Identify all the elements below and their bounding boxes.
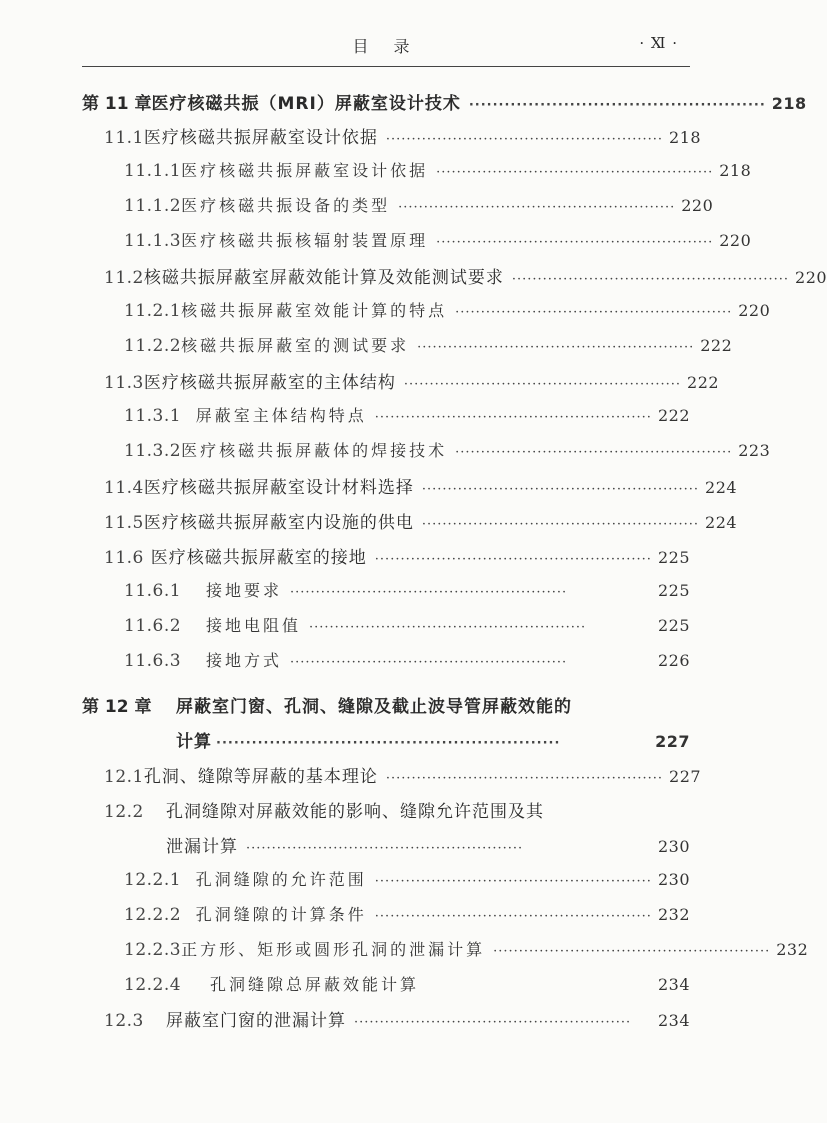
entry-number: 12.2.2 bbox=[124, 905, 182, 925]
entry-title: 计算 bbox=[176, 732, 212, 752]
toc-entry-11-3-1[interactable] bbox=[124, 403, 690, 427]
entry-number: 第 11 章 bbox=[82, 94, 152, 114]
entry-number: 11.2 bbox=[104, 268, 144, 288]
toc-entry-12-2-4[interactable] bbox=[124, 972, 690, 996]
entry-number: 第 12 章 bbox=[82, 697, 152, 717]
toc-entry-chapter-11[interactable] bbox=[82, 89, 807, 114]
entry-title: 接地要求 bbox=[206, 581, 283, 600]
entry-page: 225 bbox=[657, 548, 690, 567]
entry-number: 11.3.2 bbox=[124, 441, 182, 461]
entry-number: 11.5 bbox=[104, 513, 144, 533]
dot-leader: ······················································ bbox=[421, 517, 700, 532]
dot-leader: ······················································ bbox=[455, 305, 733, 320]
dot-leader: ······················································ bbox=[374, 909, 652, 924]
toc-entry-11-2-1[interactable] bbox=[124, 298, 771, 322]
entry-page: 222 bbox=[687, 373, 720, 392]
dot-leader: ······················································ bbox=[374, 410, 652, 425]
entry-page: 227 bbox=[669, 767, 702, 786]
toc-heading: 目 录 bbox=[352, 37, 420, 56]
dot-leader: ······················································ bbox=[493, 944, 771, 959]
toc-entry-chapter-12-cont[interactable] bbox=[176, 727, 690, 751]
dot-leader: ·················································· bbox=[468, 98, 766, 113]
entry-page: 223 bbox=[738, 441, 771, 460]
entry-number: 11.1 bbox=[104, 128, 144, 148]
toc-entry-12-2-1[interactable] bbox=[124, 867, 690, 891]
entry-title: 孔洞缝隙对屏蔽效能的影响、缝隙允许范围及其 bbox=[166, 802, 544, 822]
entry-title: 屏蔽室门窗、孔洞、缝隙及截止波导管屏蔽效能的 bbox=[176, 697, 572, 717]
entry-title: 核磁共振屏蔽室的测试要求 bbox=[181, 336, 410, 355]
entry-page: 224 bbox=[705, 478, 738, 497]
entry-number: 11.2.2 bbox=[124, 336, 182, 356]
dot-leader: ······················································ bbox=[398, 200, 676, 215]
entry-title: 接地电阻值 bbox=[206, 616, 302, 635]
toc-entry-11-6-2[interactable] bbox=[124, 613, 690, 637]
toc-entry-chapter-12[interactable] bbox=[82, 692, 572, 717]
entry-title: 屏蔽室门窗的泄漏计算 bbox=[166, 1011, 346, 1031]
entry-title: 医疗核磁共振屏蔽室内设施的供电 bbox=[143, 513, 414, 533]
toc-entry-11-1-1[interactable] bbox=[124, 158, 752, 182]
toc-entry-11-3-2[interactable] bbox=[124, 438, 771, 462]
entry-number: 12.2.1 bbox=[124, 870, 182, 890]
entry-number: 11.6.2 bbox=[124, 616, 182, 636]
toc-entry-11-1-2[interactable] bbox=[124, 193, 714, 217]
toc-entry-12-3[interactable] bbox=[104, 1006, 690, 1030]
entry-number: 11.1.3 bbox=[124, 231, 182, 251]
entry-page: 226 bbox=[657, 651, 690, 670]
toc-entry-12-2-cont[interactable] bbox=[166, 832, 690, 856]
entry-page: 234 bbox=[657, 975, 690, 994]
page-header bbox=[82, 30, 690, 64]
entry-title: 孔洞缝隙的允许范围 bbox=[195, 870, 367, 889]
entry-number: 11.6.1 bbox=[124, 581, 182, 601]
dot-leader: ······················································ bbox=[417, 340, 695, 355]
entry-number: 12.3 bbox=[104, 1011, 144, 1031]
dot-leader: ······················································ bbox=[436, 235, 714, 250]
dot-leader: ······················································ bbox=[354, 1015, 632, 1030]
entry-title: 医疗核磁共振屏蔽体的焊接技术 bbox=[181, 441, 448, 460]
dot-leader: ······················································ bbox=[436, 165, 714, 180]
entry-number: 12.2.4 bbox=[124, 975, 182, 995]
entry-title: 医疗核磁共振屏蔽室设计依据 bbox=[181, 161, 429, 180]
entry-page: 227 bbox=[655, 732, 690, 751]
entry-title: 孔洞缝隙的计算条件 bbox=[195, 905, 367, 924]
toc-entry-11-1-3[interactable] bbox=[124, 228, 752, 252]
entry-page: 222 bbox=[657, 406, 690, 425]
dot-leader: ······················································ bbox=[385, 132, 664, 147]
toc-entry-12-2[interactable] bbox=[104, 797, 544, 822]
toc-entry-11-6-3[interactable] bbox=[124, 648, 690, 672]
entry-title: 孔洞、缝隙等屏蔽的基本理论 bbox=[143, 767, 378, 787]
dot-leader: ······················································ bbox=[290, 655, 568, 670]
entry-page: 218 bbox=[771, 94, 807, 113]
entry-number: 11.1.2 bbox=[124, 196, 182, 216]
dot-leader: ······················································ bbox=[309, 620, 587, 635]
dot-leader: ······················································ bbox=[455, 445, 733, 460]
entry-number: 11.6.3 bbox=[124, 651, 182, 671]
entry-number: 11.1.1 bbox=[124, 161, 182, 181]
header-rule bbox=[82, 66, 690, 67]
toc-entry-11-1[interactable] bbox=[104, 123, 702, 148]
entry-title: 核磁共振屏蔽室效能计算的特点 bbox=[181, 301, 448, 320]
dot-leader: ······················································ bbox=[421, 482, 700, 497]
toc-entry-11-2-2[interactable] bbox=[124, 333, 733, 357]
entry-page: 232 bbox=[776, 940, 809, 959]
entry-title: 医疗核磁共振屏蔽室设计材料选择 bbox=[143, 478, 414, 498]
toc-entry-12-2-2[interactable] bbox=[124, 902, 690, 926]
toc-entry-11-3[interactable] bbox=[104, 368, 720, 393]
entry-number: 11.6 bbox=[104, 548, 144, 568]
entry-page: 234 bbox=[657, 1011, 690, 1030]
entry-page: 225 bbox=[657, 581, 690, 600]
page-number-marker: · Ⅺ · bbox=[639, 34, 678, 52]
entry-number: 12.2 bbox=[104, 802, 144, 822]
dot-leader: ·························································· bbox=[216, 736, 561, 751]
entry-title: 屏蔽室主体结构特点 bbox=[195, 406, 367, 425]
entry-page: 222 bbox=[700, 336, 733, 355]
toc-entry-11-6-1[interactable] bbox=[124, 578, 690, 602]
dot-leader: ······················································ bbox=[403, 377, 682, 392]
entry-page: 230 bbox=[657, 870, 690, 889]
entry-number: 11.3 bbox=[104, 373, 144, 393]
entry-page: 218 bbox=[669, 128, 702, 147]
toc-entry-12-1[interactable] bbox=[104, 762, 702, 787]
entry-page: 220 bbox=[719, 231, 752, 250]
dot-leader: ······················································ bbox=[374, 874, 652, 889]
entry-title: 医疗核磁共振屏蔽室设计依据 bbox=[143, 128, 378, 148]
entry-number: 11.2.1 bbox=[124, 301, 182, 321]
toc-entry-12-2-3[interactable] bbox=[124, 937, 809, 961]
entry-title: 核磁共振屏蔽室屏蔽效能计算及效能测试要求 bbox=[143, 268, 504, 288]
entry-title: 医疗核磁共振屏蔽室的主体结构 bbox=[143, 373, 396, 393]
dot-leader: ······················································ bbox=[246, 841, 524, 856]
entry-title: 医疗核磁共振核辐射装置原理 bbox=[181, 231, 429, 250]
dot-leader: ······················································ bbox=[374, 552, 652, 567]
entry-page: 232 bbox=[657, 905, 690, 924]
entry-title: 正方形、矩形或圆形孔洞的泄漏计算 bbox=[181, 940, 486, 959]
entry-page: 230 bbox=[657, 837, 690, 856]
entry-title: 孔洞缝隙总屏蔽效能计算 bbox=[210, 975, 420, 994]
entry-title: 泄漏计算 bbox=[166, 837, 238, 857]
toc-entry-11-5[interactable] bbox=[104, 508, 738, 533]
entry-number: 12.2.3 bbox=[124, 940, 182, 960]
entry-page: 220 bbox=[795, 268, 827, 287]
entry-page: 220 bbox=[681, 196, 714, 215]
dot-leader: ······················································ bbox=[385, 771, 664, 786]
dot-leader: ······················································ bbox=[511, 272, 790, 287]
entry-number: 12.1 bbox=[104, 767, 144, 787]
toc-entry-11-6[interactable] bbox=[104, 543, 690, 567]
entry-page: 220 bbox=[738, 301, 771, 320]
toc-entry-11-2[interactable] bbox=[104, 263, 827, 288]
entry-title: 医疗核磁共振屏蔽室的接地 bbox=[150, 548, 367, 568]
entry-page: 225 bbox=[657, 616, 690, 635]
entry-page: 224 bbox=[705, 513, 738, 532]
dot-leader: ······················································ bbox=[290, 585, 568, 600]
toc-entry-11-4[interactable] bbox=[104, 473, 738, 498]
entry-number: 11.4 bbox=[104, 478, 144, 498]
entry-title: 接地方式 bbox=[206, 651, 283, 670]
entry-title: 医疗核磁共振（MRI）屏蔽室设计技术 bbox=[151, 94, 461, 114]
entry-number: 11.3.1 bbox=[124, 406, 182, 426]
entry-title: 医疗核磁共振设备的类型 bbox=[181, 196, 391, 215]
entry-page: 218 bbox=[719, 161, 752, 180]
